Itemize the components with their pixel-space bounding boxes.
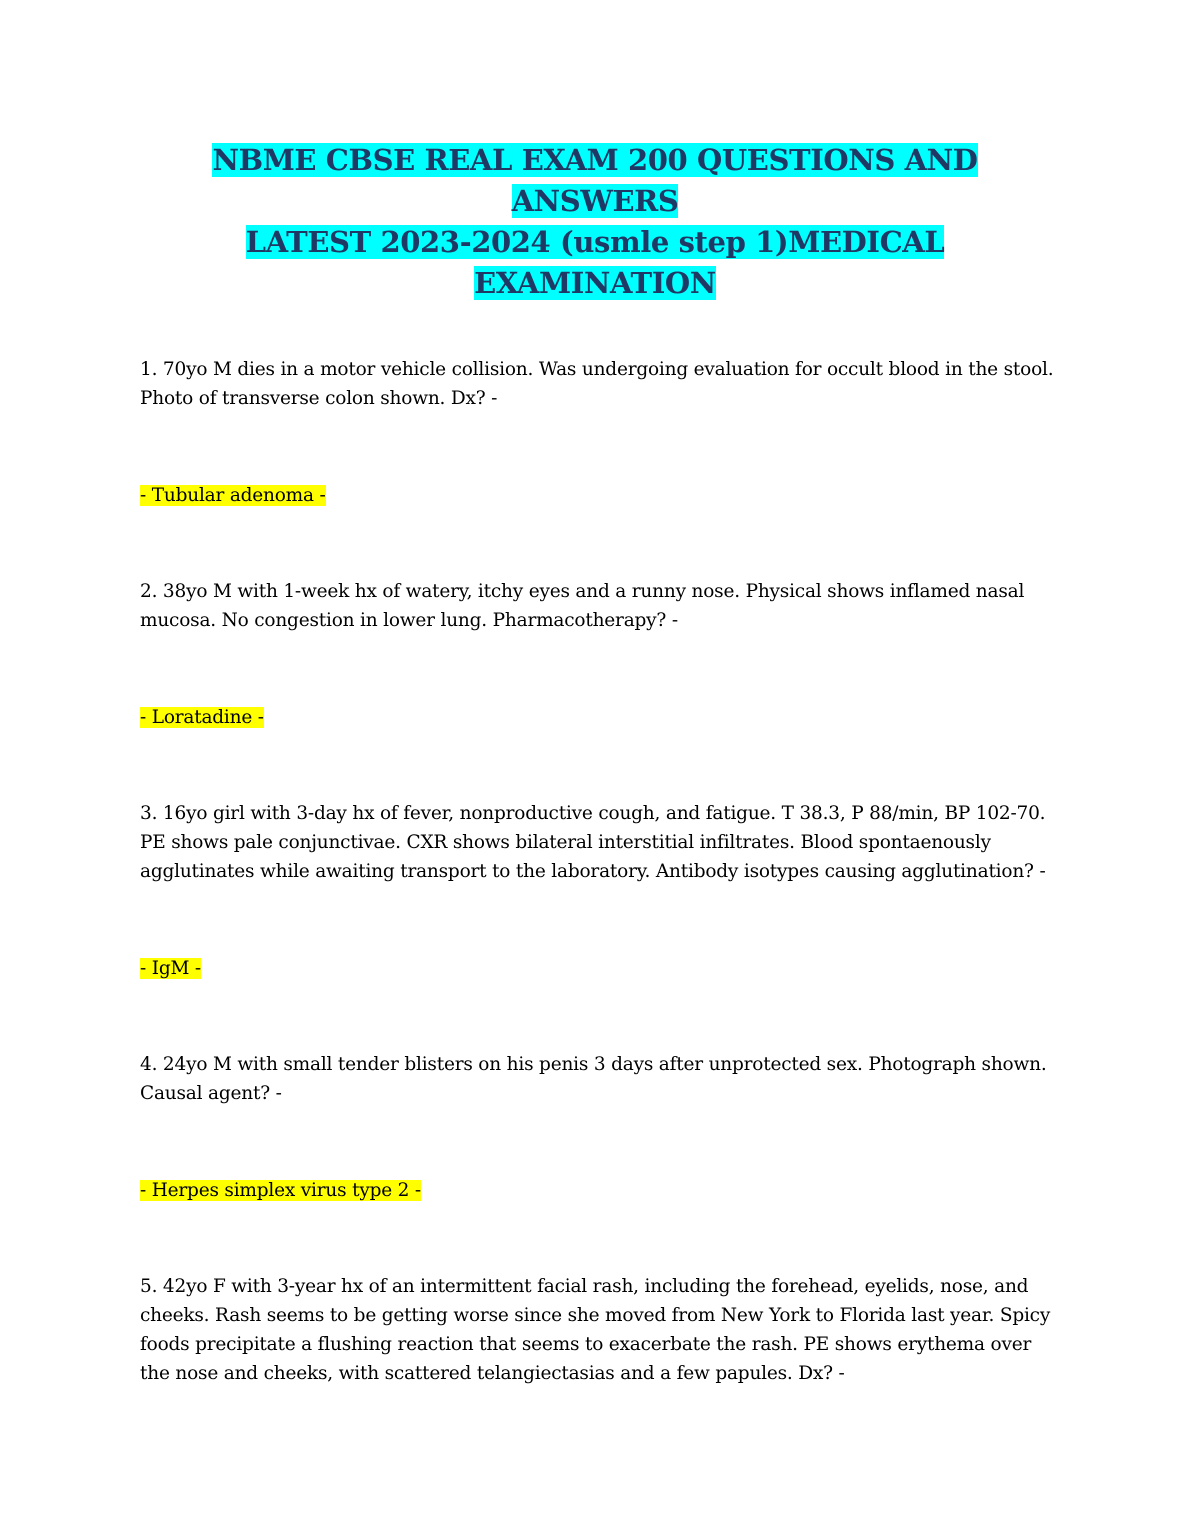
- question-4: 4. 24yo M with small tender blisters on his penis 3 days after unprotected sex. Photograph shown. Causal agent? -: [140, 1054, 1047, 1104]
- answer-1: [140, 481, 1055, 510]
- question-3: 3. 16yo girl with 3-day hx of fever, nonproductive cough, and fatigue. T 38.3, P 88/min, BP 102-70. PE shows pale conjunctivae. CXR shows bilateral interstitial infiltrates. Blood spontaenously agglutinates while awaiting transport to the laboratory. Antibody isotypes causing agglutination? -: [140, 803, 1046, 882]
- title-line: LATEST 2023-2024 (usmle step 1)MEDICAL: [245, 225, 945, 259]
- answer-4-text: - Herpes simplex virus type 2 -: [140, 1180, 421, 1201]
- answer-2-text: - Loratadine -: [140, 707, 264, 728]
- question-5: 5. 42yo F with 3-year hx of an intermittent facial rash, including the forehead, eyelids, nose, and cheeks. Rash seems to be getting worse since she moved from New York to Florida last year. Spicy foods precipitate a flushing reaction that seems to exacerbate the rash. PE shows erythema over the nose and cheeks, with scattered telangiectasias and a few papules. Dx? -: [140, 1276, 1051, 1384]
- document-title: [140, 140, 1050, 304]
- answer-4: [140, 1176, 1055, 1205]
- answer-3-text: - IgM -: [140, 958, 201, 979]
- answer-3: [140, 954, 1055, 983]
- question-1: 1. 70yo M dies in a motor vehicle collision. Was undergoing evaluation for occult blood in the stool. Photo of transverse colon shown. Dx? -: [140, 359, 1054, 409]
- answer-1-text: - Tubular adenoma -: [140, 485, 326, 506]
- answer-2: [140, 703, 1055, 732]
- question-2: 2. 38yo M with 1-week hx of watery, itchy eyes and a runny nose. Physical shows inflamed nasal mucosa. No congestion in lower lung. Pharmacotherapy? -: [140, 581, 1025, 631]
- title-line: NBME CBSE REAL EXAM 200 QUESTIONS AND ANSWERS: [212, 143, 978, 218]
- title-line: EXAMINATION: [474, 266, 716, 300]
